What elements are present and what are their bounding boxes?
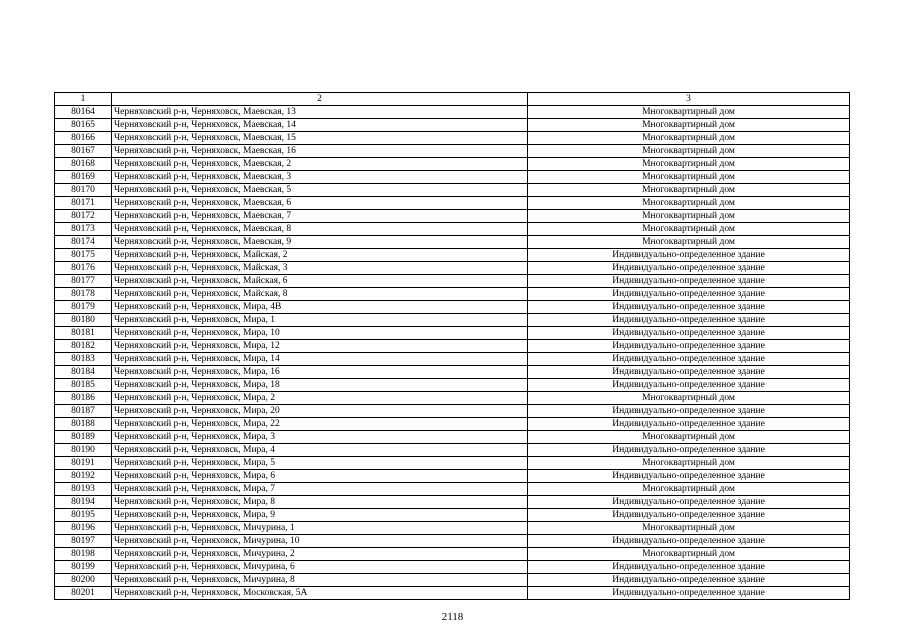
table-row (55, 379, 850, 392)
address-cell: Черняховский р-н, Черняховск, Маевская, 16 (112, 145, 528, 158)
table-row (55, 132, 850, 145)
building-type-cell: Индивидуально-определенное здание (528, 379, 850, 392)
building-type-cell: Индивидуально-определенное здание (528, 574, 850, 587)
table-row (55, 431, 850, 444)
record-id: 80199 (55, 561, 112, 574)
table-row (55, 262, 850, 275)
building-type-cell: Индивидуально-определенное здание (528, 561, 850, 574)
address-cell: Черняховский р-н, Черняховск, Маевская, 8 (112, 223, 528, 236)
record-id: 80198 (55, 548, 112, 561)
table-row (55, 574, 850, 587)
building-type-cell: Многоквартирный дом (528, 548, 850, 561)
address-cell: Черняховский р-н, Черняховск, Мичурина, 6 (112, 561, 528, 574)
table-row (55, 418, 850, 431)
registry-table-body (55, 93, 850, 600)
table-row (55, 470, 850, 483)
building-type-cell: Индивидуально-определенное здание (528, 262, 850, 275)
table-row (55, 340, 850, 353)
table-row (55, 509, 850, 522)
table-row (55, 288, 850, 301)
record-id: 80181 (55, 327, 112, 340)
record-id: 80164 (55, 106, 112, 119)
building-type-cell: Индивидуально-определенное здание (528, 340, 850, 353)
record-id: 80185 (55, 379, 112, 392)
building-type-cell: Индивидуально-определенное здание (528, 366, 850, 379)
table-row (55, 561, 850, 574)
table-row (55, 457, 850, 470)
table-row (55, 249, 850, 262)
address-cell: Черняховский р-н, Черняховск, Мичурина, 10 (112, 535, 528, 548)
record-id: 80179 (55, 301, 112, 314)
building-type-cell: Индивидуально-определенное здание (528, 509, 850, 522)
address-cell: Черняховский р-н, Черняховск, Мира, 7 (112, 483, 528, 496)
table-row (55, 236, 850, 249)
table-row (55, 314, 850, 327)
table-row (55, 119, 850, 132)
address-cell: Черняховский р-н, Черняховск, Мира, 10 (112, 327, 528, 340)
address-cell: Черняховский р-н, Черняховск, Маевская, 6 (112, 197, 528, 210)
building-type-cell: Многоквартирный дом (528, 483, 850, 496)
address-cell: Черняховский р-н, Черняховск, Мира, 5 (112, 457, 528, 470)
address-cell: Черняховский р-н, Черняховск, Мира, 2 (112, 392, 528, 405)
table-row (55, 548, 850, 561)
building-type-cell: Многоквартирный дом (528, 431, 850, 444)
record-id: 80193 (55, 483, 112, 496)
building-type-cell: Многоквартирный дом (528, 392, 850, 405)
building-type-cell: Индивидуально-определенное здание (528, 249, 850, 262)
table-row (55, 353, 850, 366)
table-row (55, 106, 850, 119)
address-cell: Черняховский р-н, Черняховск, Мира, 20 (112, 405, 528, 418)
table-row (55, 522, 850, 535)
record-id: 80183 (55, 353, 112, 366)
building-type-cell: Индивидуально-определенное здание (528, 327, 850, 340)
record-id: 80169 (55, 171, 112, 184)
table-row (55, 535, 850, 548)
building-type-cell: Индивидуально-определенное здание (528, 353, 850, 366)
address-cell: Черняховский р-н, Черняховск, Маевская, 13 (112, 106, 528, 119)
building-type-cell: Индивидуально-определенное здание (528, 470, 850, 483)
building-type-cell: Многоквартирный дом (528, 106, 850, 119)
table-row (55, 158, 850, 171)
table-row (55, 301, 850, 314)
building-type-cell: Многоквартирный дом (528, 158, 850, 171)
record-id: 80195 (55, 509, 112, 522)
building-type-cell: Индивидуально-определенное здание (528, 275, 850, 288)
building-type-cell: Многоквартирный дом (528, 119, 850, 132)
table-row (55, 496, 850, 509)
column-number-2: 2 (112, 93, 528, 106)
table-row (55, 587, 850, 600)
record-id: 80175 (55, 249, 112, 262)
record-id: 80174 (55, 236, 112, 249)
column-number-row (55, 93, 850, 106)
address-cell: Черняховский р-н, Черняховск, Маевская, 9 (112, 236, 528, 249)
address-cell: Черняховский р-н, Черняховск, Мира, 14 (112, 353, 528, 366)
record-id: 80178 (55, 288, 112, 301)
address-cell: Черняховский р-н, Черняховск, Мира, 8 (112, 496, 528, 509)
address-cell: Черняховский р-н, Черняховск, Майская, 6 (112, 275, 528, 288)
record-id: 80170 (55, 184, 112, 197)
table-row (55, 366, 850, 379)
building-type-cell: Индивидуально-определенное здание (528, 314, 850, 327)
table-row (55, 392, 850, 405)
building-type-cell: Индивидуально-определенное здание (528, 288, 850, 301)
record-id: 80189 (55, 431, 112, 444)
table-row (55, 483, 850, 496)
address-cell: Черняховский р-н, Черняховск, Майская, 3 (112, 262, 528, 275)
address-cell: Черняховский р-н, Черняховск, Мира, 4В (112, 301, 528, 314)
building-type-cell: Многоквартирный дом (528, 184, 850, 197)
address-cell: Черняховский р-н, Черняховск, Мира, 9 (112, 509, 528, 522)
building-type-cell: Многоквартирный дом (528, 197, 850, 210)
column-number-1: 1 (55, 93, 112, 106)
table-row (55, 275, 850, 288)
record-id: 80165 (55, 119, 112, 132)
address-cell: Черняховский р-н, Черняховск, Маевская, 2 (112, 158, 528, 171)
address-cell: Черняховский р-н, Черняховск, Мира, 16 (112, 366, 528, 379)
address-cell: Черняховский р-н, Черняховск, Московская, 5А (112, 587, 528, 600)
address-cell: Черняховский р-н, Черняховск, Мичурина, 1 (112, 522, 528, 535)
record-id: 80184 (55, 366, 112, 379)
address-cell: Черняховский р-н, Черняховск, Маевская, 7 (112, 210, 528, 223)
record-id: 80186 (55, 392, 112, 405)
table-row (55, 197, 850, 210)
building-type-cell: Индивидуально-определенное здание (528, 496, 850, 509)
address-cell: Черняховский р-н, Черняховск, Маевская, 15 (112, 132, 528, 145)
record-id: 80197 (55, 535, 112, 548)
record-id: 80182 (55, 340, 112, 353)
record-id: 80180 (55, 314, 112, 327)
address-cell: Черняховский р-н, Черняховск, Маевская, 14 (112, 119, 528, 132)
record-id: 80194 (55, 496, 112, 509)
address-cell: Черняховский р-н, Черняховск, Мира, 6 (112, 470, 528, 483)
table-row (55, 210, 850, 223)
record-id: 80192 (55, 470, 112, 483)
address-cell: Черняховский р-н, Черняховск, Мира, 12 (112, 340, 528, 353)
record-id: 80177 (55, 275, 112, 288)
building-type-cell: Многоквартирный дом (528, 132, 850, 145)
building-type-cell: Многоквартирный дом (528, 223, 850, 236)
building-type-cell: Индивидуально-определенное здание (528, 535, 850, 548)
record-id: 80201 (55, 587, 112, 600)
table-row (55, 184, 850, 197)
registry-table (54, 92, 850, 600)
page-number: 2118 (441, 611, 464, 623)
building-type-cell: Многоквартирный дом (528, 236, 850, 249)
record-id: 80172 (55, 210, 112, 223)
address-cell: Черняховский р-н, Черняховск, Майская, 2 (112, 249, 528, 262)
record-id: 80191 (55, 457, 112, 470)
building-type-cell: Многоквартирный дом (528, 171, 850, 184)
record-id: 80187 (55, 405, 112, 418)
table-row (55, 327, 850, 340)
record-id: 80173 (55, 223, 112, 236)
record-id: 80196 (55, 522, 112, 535)
table-row (55, 223, 850, 236)
address-cell: Черняховский р-н, Черняховск, Мичурина, 8 (112, 574, 528, 587)
address-cell: Черняховский р-н, Черняховск, Маевская, 3 (112, 171, 528, 184)
building-type-cell: Многоквартирный дом (528, 210, 850, 223)
address-cell: Черняховский р-н, Черняховск, Мира, 3 (112, 431, 528, 444)
record-id: 80188 (55, 418, 112, 431)
building-type-cell: Индивидуально-определенное здание (528, 301, 850, 314)
record-id: 80200 (55, 574, 112, 587)
table-row (55, 171, 850, 184)
building-type-cell: Многоквартирный дом (528, 457, 850, 470)
address-cell: Черняховский р-н, Черняховск, Маевская, 5 (112, 184, 528, 197)
address-cell: Черняховский р-н, Черняховск, Майская, 8 (112, 288, 528, 301)
address-cell: Черняховский р-н, Черняховск, Мира, 22 (112, 418, 528, 431)
building-type-cell: Индивидуально-определенное здание (528, 405, 850, 418)
record-id: 80167 (55, 145, 112, 158)
address-cell: Черняховский р-н, Черняховск, Мичурина, 2 (112, 548, 528, 561)
column-number-3: 3 (528, 93, 850, 106)
building-type-cell: Многоквартирный дом (528, 145, 850, 158)
table-row (55, 444, 850, 457)
record-id: 80166 (55, 132, 112, 145)
building-type-cell: Индивидуально-определенное здание (528, 444, 850, 457)
table-row (55, 145, 850, 158)
building-type-cell: Индивидуально-определенное здание (528, 587, 850, 600)
building-type-cell: Индивидуально-определенное здание (528, 418, 850, 431)
address-cell: Черняховский р-н, Черняховск, Мира, 4 (112, 444, 528, 457)
building-type-cell: Многоквартирный дом (528, 522, 850, 535)
record-id: 80176 (55, 262, 112, 275)
address-cell: Черняховский р-н, Черняховск, Мира, 1 (112, 314, 528, 327)
address-cell: Черняховский р-н, Черняховск, Мира, 18 (112, 379, 528, 392)
record-id: 80190 (55, 444, 112, 457)
record-id: 80171 (55, 197, 112, 210)
table-row (55, 405, 850, 418)
record-id: 80168 (55, 158, 112, 171)
